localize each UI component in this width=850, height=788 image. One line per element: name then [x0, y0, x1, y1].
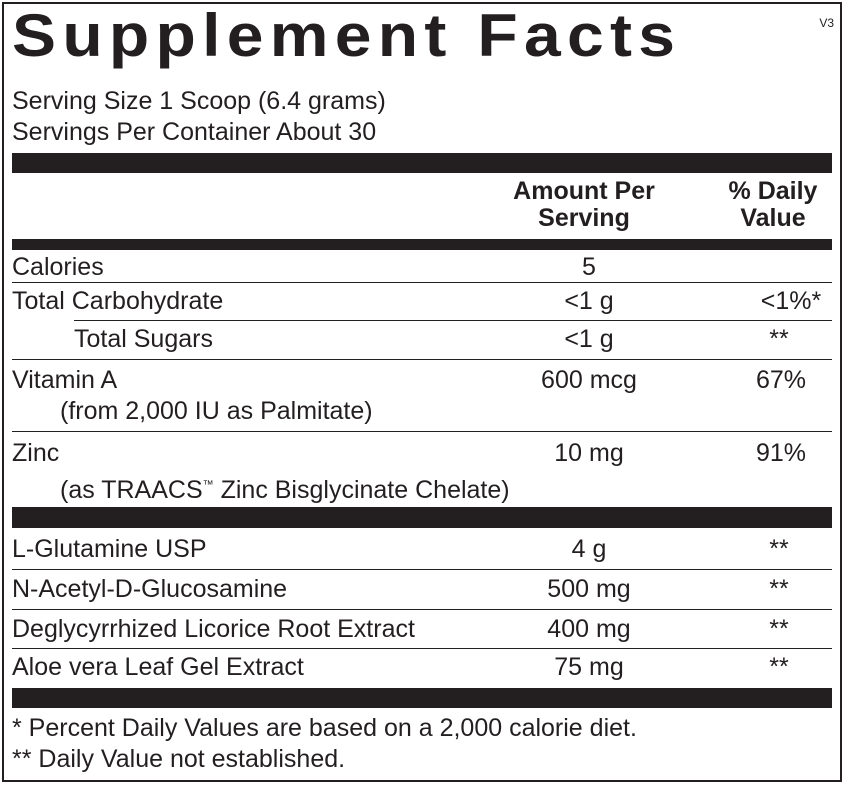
- ingredient-dv: **: [769, 575, 789, 603]
- ingredient-name: Aloe vera Leaf Gel Extract: [12, 653, 304, 681]
- row-divider: [74, 320, 832, 321]
- thick-divider: [12, 153, 832, 173]
- version-label: V3: [819, 16, 834, 30]
- ingredient-dv: **: [769, 535, 789, 563]
- nutrient-dv: **: [769, 325, 789, 353]
- ingredient-amount: 75 mg: [554, 653, 624, 681]
- header-divider: [12, 239, 832, 250]
- footnote-dv-not-established: ** Daily Value not established.: [12, 745, 346, 773]
- nutrient-source: (as TRAACS™ Zinc Bisglycinate Chelate): [60, 476, 510, 504]
- dv-header-line2: Value: [740, 204, 806, 232]
- nutrient-name: Zinc: [12, 439, 60, 467]
- nutrient-amount: <1 g: [564, 287, 614, 315]
- row-divider: [12, 569, 832, 570]
- servings-per-container: Servings Per Container About 30: [12, 118, 377, 146]
- panel-title: Supplement Facts: [12, 0, 682, 69]
- row-divider: [12, 282, 832, 283]
- nutrient-amount: 10 mg: [554, 439, 624, 467]
- ingredient-amount: 500 mg: [547, 575, 631, 603]
- row-divider: [12, 648, 832, 649]
- ingredient-name: L-Glutamine USP: [12, 535, 207, 563]
- ingredient-name: N-Acetyl-D-Glucosamine: [12, 575, 288, 603]
- nutrient-name: Total Carbohydrate: [12, 287, 224, 315]
- serving-size: Serving Size 1 Scoop (6.4 grams): [12, 87, 386, 115]
- nutrient-name: Total Sugars: [74, 325, 213, 353]
- nutrient-source: (from 2,000 IU as Palmitate): [60, 397, 373, 425]
- nutrient-name: Calories: [12, 253, 104, 281]
- thick-divider: [12, 688, 832, 708]
- ingredient-dv: **: [769, 653, 789, 681]
- row-divider: [12, 609, 832, 610]
- nutrient-amount: 600 mcg: [541, 366, 637, 394]
- nutrient-amount: <1 g: [564, 325, 614, 353]
- dv-header-line1: % Daily: [728, 177, 818, 205]
- nutrient-name: Vitamin A: [12, 366, 118, 394]
- amount-header-line1: Amount Per: [513, 177, 655, 205]
- amount-header-line2: Serving: [538, 204, 630, 232]
- ingredient-amount: 4 g: [571, 535, 607, 563]
- nutrient-dv: <1%*: [760, 287, 822, 315]
- nutrient-dv: 91%: [755, 439, 807, 467]
- row-divider: [12, 431, 832, 432]
- ingredient-amount: 400 mg: [547, 615, 631, 643]
- ingredient-name: Deglycyrrhized Licorice Root Extract: [12, 615, 415, 643]
- row-divider: [12, 359, 832, 360]
- footnote-dv-basis: * Percent Daily Values are based on a 2,000 calorie diet.: [12, 714, 637, 742]
- thick-divider: [12, 507, 832, 528]
- supplement-facts-panel: [2, 2, 842, 782]
- ingredient-dv: **: [769, 615, 789, 643]
- nutrient-amount: 5: [582, 253, 596, 281]
- nutrient-dv: 67%: [755, 366, 807, 394]
